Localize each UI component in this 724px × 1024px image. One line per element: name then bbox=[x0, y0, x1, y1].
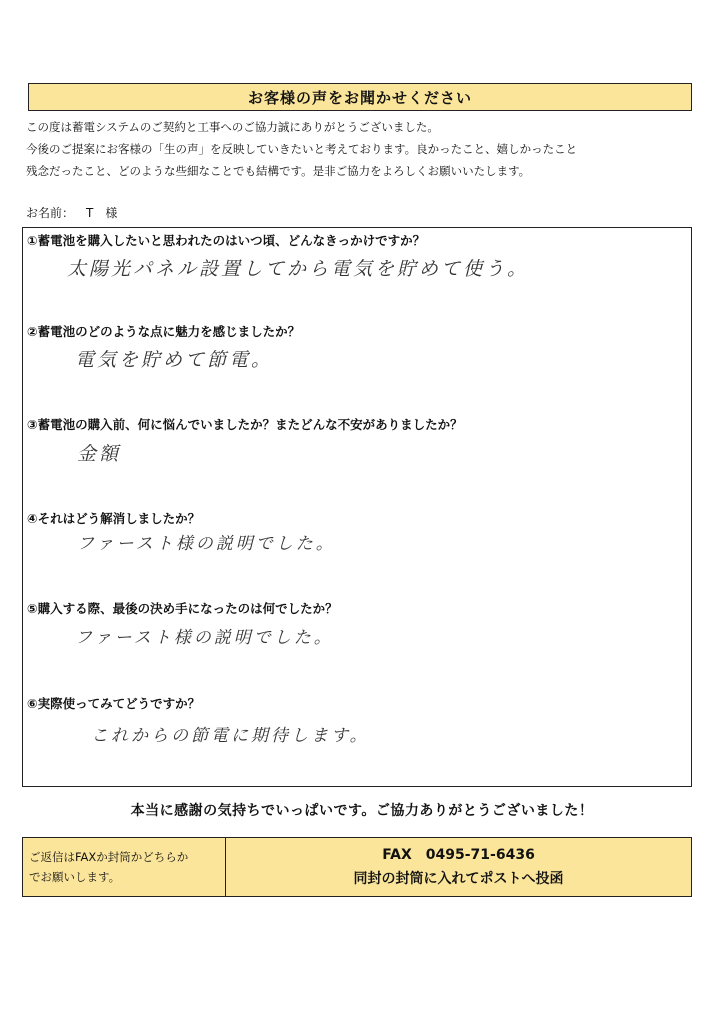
answer-5: ファースト様の説明でした。 bbox=[75, 628, 334, 648]
name-value: T 様 bbox=[86, 206, 118, 220]
name-label: お名前： bbox=[26, 206, 75, 220]
question-5: ⑤購入する際、最後の決め手になったのは何でしたか？ bbox=[27, 601, 338, 616]
reply-instructions bbox=[23, 838, 226, 896]
question-1: ①蓄電池を購入したいと思われたのはいつ頃、どんなきっかけですか？ bbox=[27, 233, 426, 248]
form-title: お客様の声をお聞かせください bbox=[28, 83, 692, 111]
question-6: ⑥実際使ってみてどうですか？ bbox=[27, 696, 201, 711]
question-2: ②蓄電池のどのような点に魅力を感じましたか？ bbox=[27, 324, 301, 339]
answer-2: 電気を貯めて節電。 bbox=[75, 349, 274, 371]
reply-methods bbox=[226, 838, 691, 896]
answer-4: ファースト様の説明でした。 bbox=[77, 534, 336, 554]
envelope-instruction: 同封の封筒に入れてポストへ投函 bbox=[353, 871, 564, 887]
name-field bbox=[26, 204, 117, 221]
intro-line: 残念だったこと、どのような些細なことでも結構です。是非ご協力をよろしくお願いいたします。 bbox=[26, 164, 531, 178]
answer-3: 金額 bbox=[77, 443, 122, 465]
answer-6: これからの節電に期待します。 bbox=[91, 726, 370, 746]
thanks-message: 本当に感謝の気持ちでいっぱいです。ご協力ありがとうございました！ bbox=[130, 803, 594, 819]
intro-line: 今後のご提案にお客様の「生の声」を反映していきたいと考えております。良かったこと、嬉しかったこと bbox=[26, 142, 578, 156]
answer-1: 太陽光パネル設置してから電気を貯めて使う。 bbox=[67, 258, 530, 280]
intro-line: この度は蓄電システムのご契約と工事へのご協力誠にありがとうございました。 bbox=[26, 120, 439, 134]
reply-line: でお願いします。 bbox=[29, 870, 121, 884]
intro-text bbox=[26, 116, 696, 182]
questionnaire-box bbox=[22, 227, 692, 787]
reply-footer bbox=[22, 837, 692, 897]
question-3: ③蓄電池の購入前、何に悩んでいましたか？またどんな不安がありましたか？ bbox=[27, 417, 463, 432]
reply-line: ご返信はFAXか封筒かどちらか bbox=[29, 850, 189, 864]
question-4: ④それはどう解消しましたか？ bbox=[27, 511, 201, 526]
fax-number: FAX 0495-71-6436 bbox=[382, 847, 535, 863]
